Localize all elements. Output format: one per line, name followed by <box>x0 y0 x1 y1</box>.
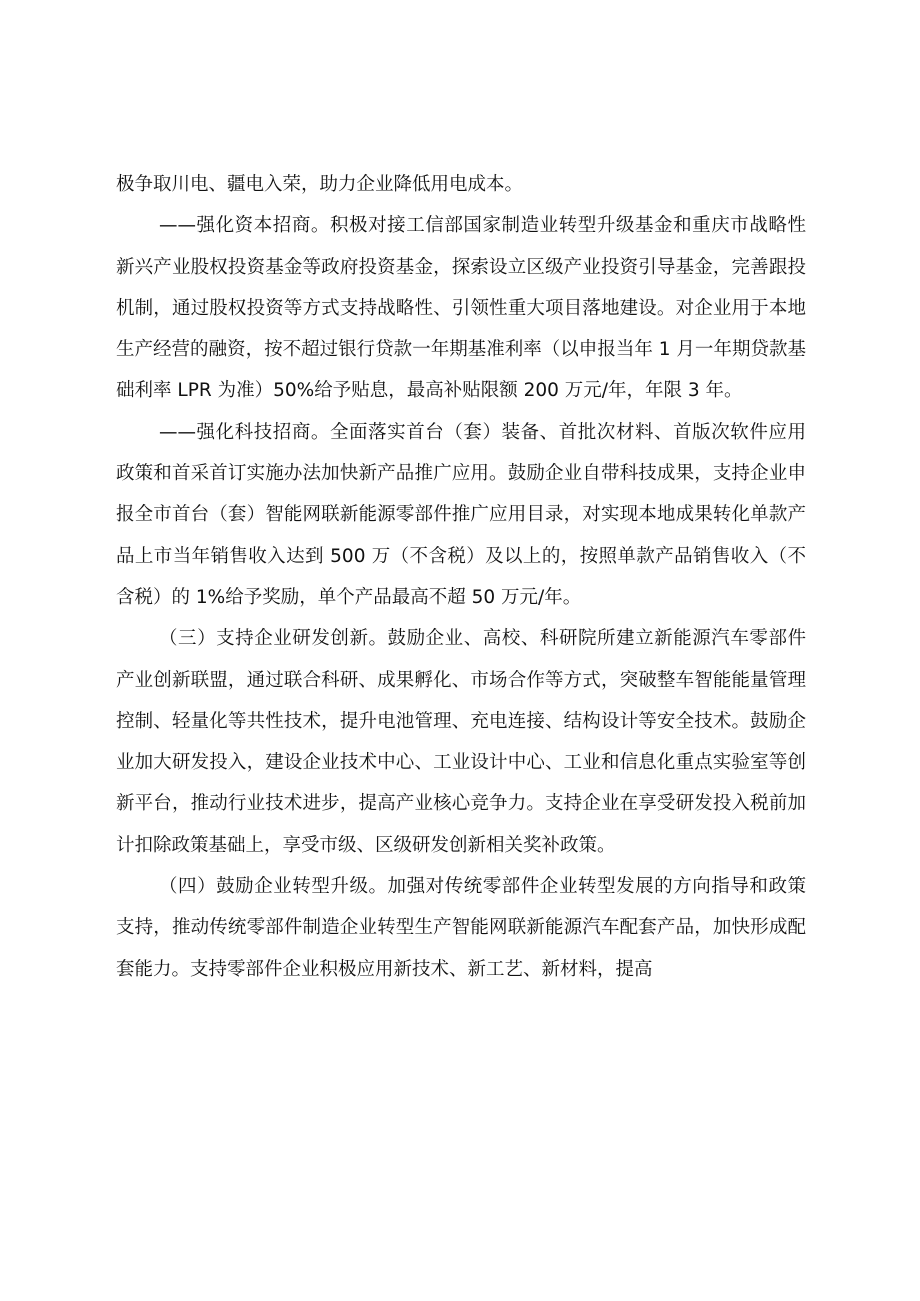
paragraph-tech-investment: ——强化科技招商。全面落实首台（套）装备、首批次材料、首版次软件应用政策和首采首订实施办法加快新产品推广应用。鼓励企业自带科技成果，支持企业申报全市首台（套）智能网联新能源零部件推广应用目录，对实现本地成果转化单款产品上市当年销售收入达到 500 万（不含税）及以上的，按照单款产品销售收入（不含税）的 1%给予奖励，单个产品最高不超 50 万元/年。 <box>116 421 806 608</box>
paragraph-transformation: （四）鼓励企业转型升级。加强对传统零部件企业转型发展的方向指导和政策支持，推动传统零部件制造企业转型生产智能网联新能源汽车配套产品，加快形成配套能力。支持零部件企业积极应用新技术、新工艺、新材料，提高 <box>116 876 806 980</box>
paragraph-capital-investment: ——强化资本招商。积极对接工信部国家制造业转型升级基金和重庆市战略性新兴产业股权投资基金等政府投资基金，探索设立区级产业投资引导基金，完善跟投机制，通过股权投资等方式支持战略性、引领性重大项目落地建设。对企业用于本地生产经营的融资，按不超过银行贷款一年期基准利率（以申报当年 1 月一年期贷款基础利率 LPR 为准）50%给予贴息，最高补贴限额 200 万元/年，年限 3 年。 <box>116 215 806 402</box>
document-body <box>116 164 806 990</box>
paragraph-continuation: 极争取川电、疆电入荣，助力企业降低用电成本。 <box>116 174 524 195</box>
paragraph-rd-innovation: （三）支持企业研发创新。鼓励企业、高校、科研院所建立新能源汽车零部件产业创新联盟，通过联合科研、成果孵化、市场合作等方式，突破整车智能能量管理控制、轻量化等共性技术，提升电池管理、充电连接、结构设计等安全技术。鼓励企业加大研发投入，建设企业技术中心、工业设计中心、工业和信息化重点实验室等创新平台，推动行业技术进步，提高产业核心竞争力。支持企业在享受研发投入税前加计扣除政策基础上，享受市级、区级研发创新相关奖补政策。 <box>116 628 806 856</box>
